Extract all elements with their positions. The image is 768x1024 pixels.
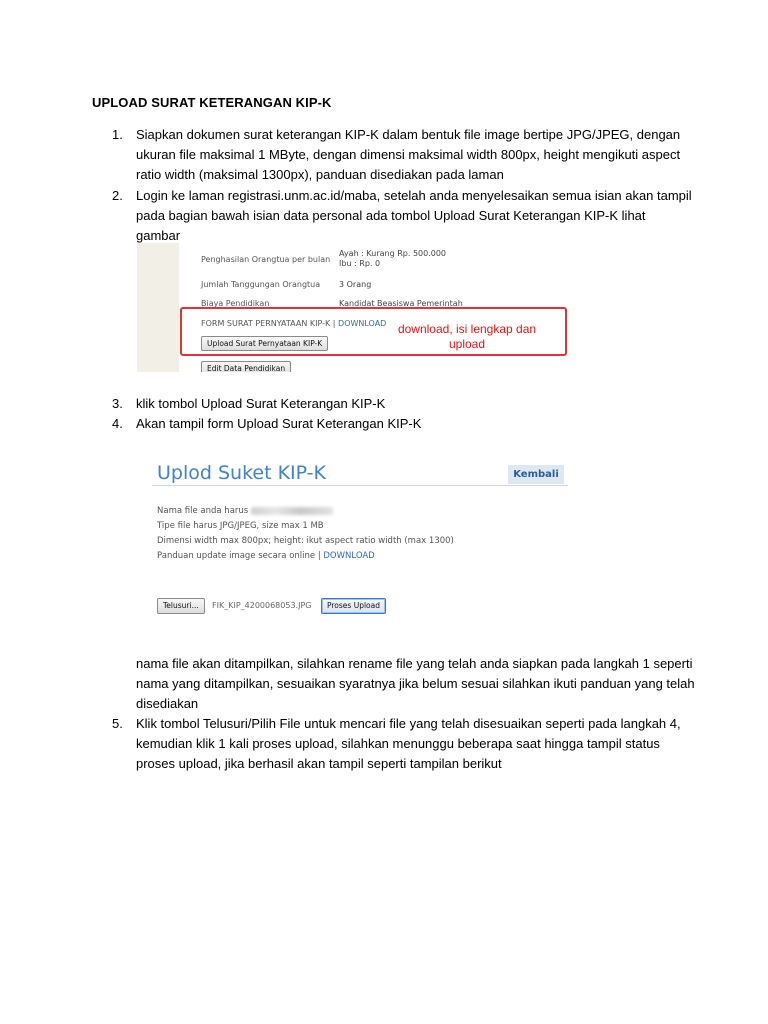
edit-data-pendidikan-button[interactable]: Edit Data Pendidikan bbox=[201, 361, 291, 372]
step-1 bbox=[112, 125, 692, 185]
step-text: Login ke laman registrasi.unm.ac.id/maba, setelah anda menyelesaikan semua isian akan tampil pada bagian bawah isian data personal ada tombol Upload Surat Keterangan KIP-K lihat gambar bbox=[136, 188, 692, 243]
label-biaya: Biaya Pendidikan bbox=[201, 299, 270, 308]
step-number: 1. bbox=[112, 127, 123, 142]
step-5 bbox=[112, 714, 692, 774]
step-text: Siapkan dokumen surat keterangan KIP-K dalam bentuk file image bertipe JPG/JPEG, dengan ukuran file maksimal 1 MByte, dengan dimensi maksimal width 800px, height mengikuti aspect ratio width (maksimal 1300px), panduan disediakan pada laman bbox=[136, 127, 681, 182]
selected-file-name: FIK_KIP_4200068053.JPG bbox=[212, 601, 312, 610]
step-number: 5. bbox=[112, 716, 123, 731]
step-2 bbox=[112, 186, 692, 246]
title-divider bbox=[152, 485, 568, 486]
step-number: 4. bbox=[112, 416, 123, 431]
form-title: Uplod Suket KIP-K bbox=[157, 462, 326, 484]
proses-upload-button[interactable]: Proses Upload bbox=[321, 598, 386, 614]
guide-line: Panduan update image secara online | DOWNLOAD bbox=[157, 551, 375, 561]
value-penghasilan: Ayah : Kurang Rp. 500.000 Ibu : Rp. 0 bbox=[339, 249, 447, 268]
blurred-file-name bbox=[251, 507, 333, 515]
upload-surat-button[interactable]: Upload Surat Pernyataan KIP-K bbox=[201, 336, 328, 351]
step-text: klik tombol Upload Surat Keterangan KIP-K bbox=[136, 396, 386, 411]
form-surat-label: FORM SURAT PERNYATAAN KIP-K | DOWNLOAD bbox=[201, 319, 387, 328]
annotation-text: download, isi lengkap dan upload bbox=[397, 322, 537, 351]
step-number: 3. bbox=[112, 396, 123, 411]
value-biaya: Kandidat Beasiswa Pemerintah bbox=[339, 299, 463, 308]
download-link[interactable]: DOWNLOAD bbox=[338, 319, 387, 328]
label-tanggungan: Jumlah Tanggungan Orangtua bbox=[201, 280, 321, 289]
step-text: Klik tombol Telusuri/Pilih File untuk mencari file yang telah disesuaikan seperti pada langkah 4, kemudian klik 1 kali proses upload, silahkan menunggu beberapa saat hingga tampil status proses upload, jika berhasil akan tampil seperti tampilan berikut bbox=[136, 716, 681, 771]
step-4 bbox=[112, 414, 692, 434]
name-requirement: Nama file anda harus bbox=[157, 506, 333, 516]
document-heading: UPLOAD SURAT KETERANGAN KIP-K bbox=[92, 95, 332, 110]
step-3 bbox=[112, 394, 692, 414]
value-tanggungan: 3 Orang bbox=[339, 280, 372, 289]
step-number: 2. bbox=[112, 188, 123, 203]
browse-button[interactable]: Telusuri... bbox=[157, 598, 205, 614]
type-requirement: Tipe file harus JPG/JPEG, size max 1 MB bbox=[157, 521, 324, 531]
label-penghasilan: Penghasilan Orangtua per bulan bbox=[201, 255, 331, 264]
guide-download-link[interactable]: DOWNLOAD bbox=[323, 551, 375, 561]
kembali-button[interactable]: Kembali bbox=[508, 465, 564, 484]
step-text: Akan tampil form Upload Surat Keterangan KIP-K bbox=[136, 416, 422, 431]
dimension-requirement: Dimensi width max 800px; height: ikut aspect ratio width (max 1300) bbox=[157, 536, 454, 546]
explanation-paragraph: nama file akan ditampilkan, silahkan rename file yang telah anda siapkan pada langkah 1 seperti nama yang ditampilkan, sesuaikan syaratnya jika belum sesuai silahkan ikuti panduan yang telah disediakan bbox=[136, 656, 695, 711]
sidebar-strip bbox=[137, 243, 179, 372]
screenshot-upload-form bbox=[152, 458, 570, 618]
